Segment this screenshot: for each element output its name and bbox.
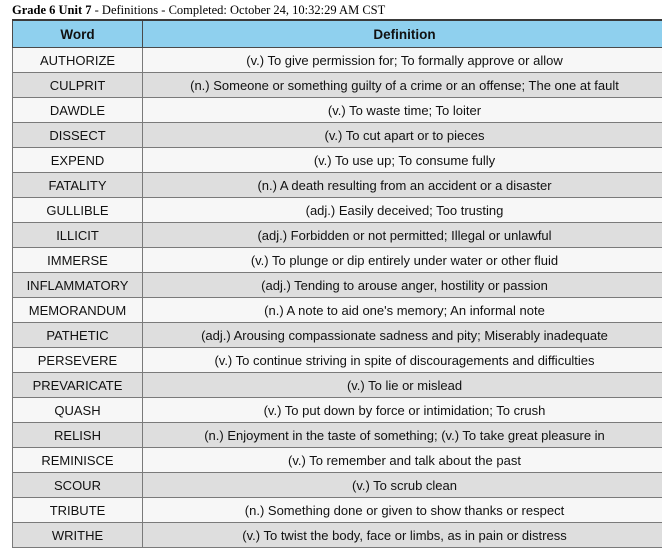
word-cell: WRITHE [13,523,143,548]
table-row [13,348,662,373]
page-header [12,3,385,18]
table-row [13,148,662,173]
definition-cell: (adj.) Forbidden or not permitted; Illegal or unlawful [143,223,662,248]
definition-cell: (v.) To remember and talk about the past [143,448,662,473]
table-row [13,373,662,398]
table-row [13,498,662,523]
table-row [13,398,662,423]
table-row [13,473,662,498]
word-cell: GULLIBLE [13,198,143,223]
word-cell: PERSEVERE [13,348,143,373]
table-row [13,448,662,473]
word-cell: REMINISCE [13,448,143,473]
definition-cell: (v.) To continue striving in spite of discouragements and difficulties [143,348,662,373]
definition-cell: (n.) Something done or given to show thanks or respect [143,498,662,523]
page-title: Grade 6 Unit 7 [12,3,92,17]
table-row [13,48,662,73]
word-cell: DAWDLE [13,98,143,123]
word-cell: ILLICIT [13,223,143,248]
definition-cell: (v.) To plunge or dip entirely under water or other fluid [143,248,662,273]
word-cell: TRIBUTE [13,498,143,523]
word-cell: FATALITY [13,173,143,198]
definition-cell: (adj.) Tending to arouse anger, hostility or passion [143,273,662,298]
word-cell: DISSECT [13,123,143,148]
word-cell: SCOUR [13,473,143,498]
definition-cell: (v.) To waste time; To loiter [143,98,662,123]
table-row [13,198,662,223]
word-cell: INFLAMMATORY [13,273,143,298]
word-cell: PATHETIC [13,323,143,348]
definition-cell: (n.) Someone or something guilty of a crime or an offense; The one at fault [143,73,662,98]
definition-cell: (v.) To lie or mislead [143,373,662,398]
definition-cell: (n.) Enjoyment in the taste of something; (v.) To take great pleasure in [143,423,662,448]
table-row [13,298,662,323]
word-cell: PREVARICATE [13,373,143,398]
table-row [13,248,662,273]
table-row [13,523,662,548]
definitions-table [12,19,662,548]
word-cell: AUTHORIZE [13,48,143,73]
definition-cell: (v.) To put down by force or intimidation; To crush [143,398,662,423]
definition-cell: (n.) A note to aid one's memory; An informal note [143,298,662,323]
table-row [13,173,662,198]
table-header-row [13,20,662,48]
column-header-word: Word [13,20,143,48]
word-cell: IMMERSE [13,248,143,273]
table-row [13,273,662,298]
definition-cell: (n.) A death resulting from an accident or a disaster [143,173,662,198]
table-row [13,73,662,98]
page-subtitle: - Definitions - Completed: October 24, 10:32:29 AM CST [91,3,386,17]
definition-cell: (adj.) Arousing compassionate sadness and pity; Miserably inadequate [143,323,662,348]
word-cell: CULPRIT [13,73,143,98]
table-row [13,323,662,348]
definition-cell: (v.) To twist the body, face or limbs, as in pain or distress [143,523,662,548]
table-row [13,98,662,123]
word-cell: RELISH [13,423,143,448]
definition-cell: (v.) To cut apart or to pieces [143,123,662,148]
definition-cell: (v.) To scrub clean [143,473,662,498]
word-cell: EXPEND [13,148,143,173]
word-cell: MEMORANDUM [13,298,143,323]
table-row [13,123,662,148]
definition-cell: (v.) To give permission for; To formally approve or allow [143,48,662,73]
table-row [13,223,662,248]
column-header-definition: Definition [143,20,662,48]
definition-cell: (adj.) Easily deceived; Too trusting [143,198,662,223]
definition-cell: (v.) To use up; To consume fully [143,148,662,173]
word-cell: QUASH [13,398,143,423]
table-row [13,423,662,448]
